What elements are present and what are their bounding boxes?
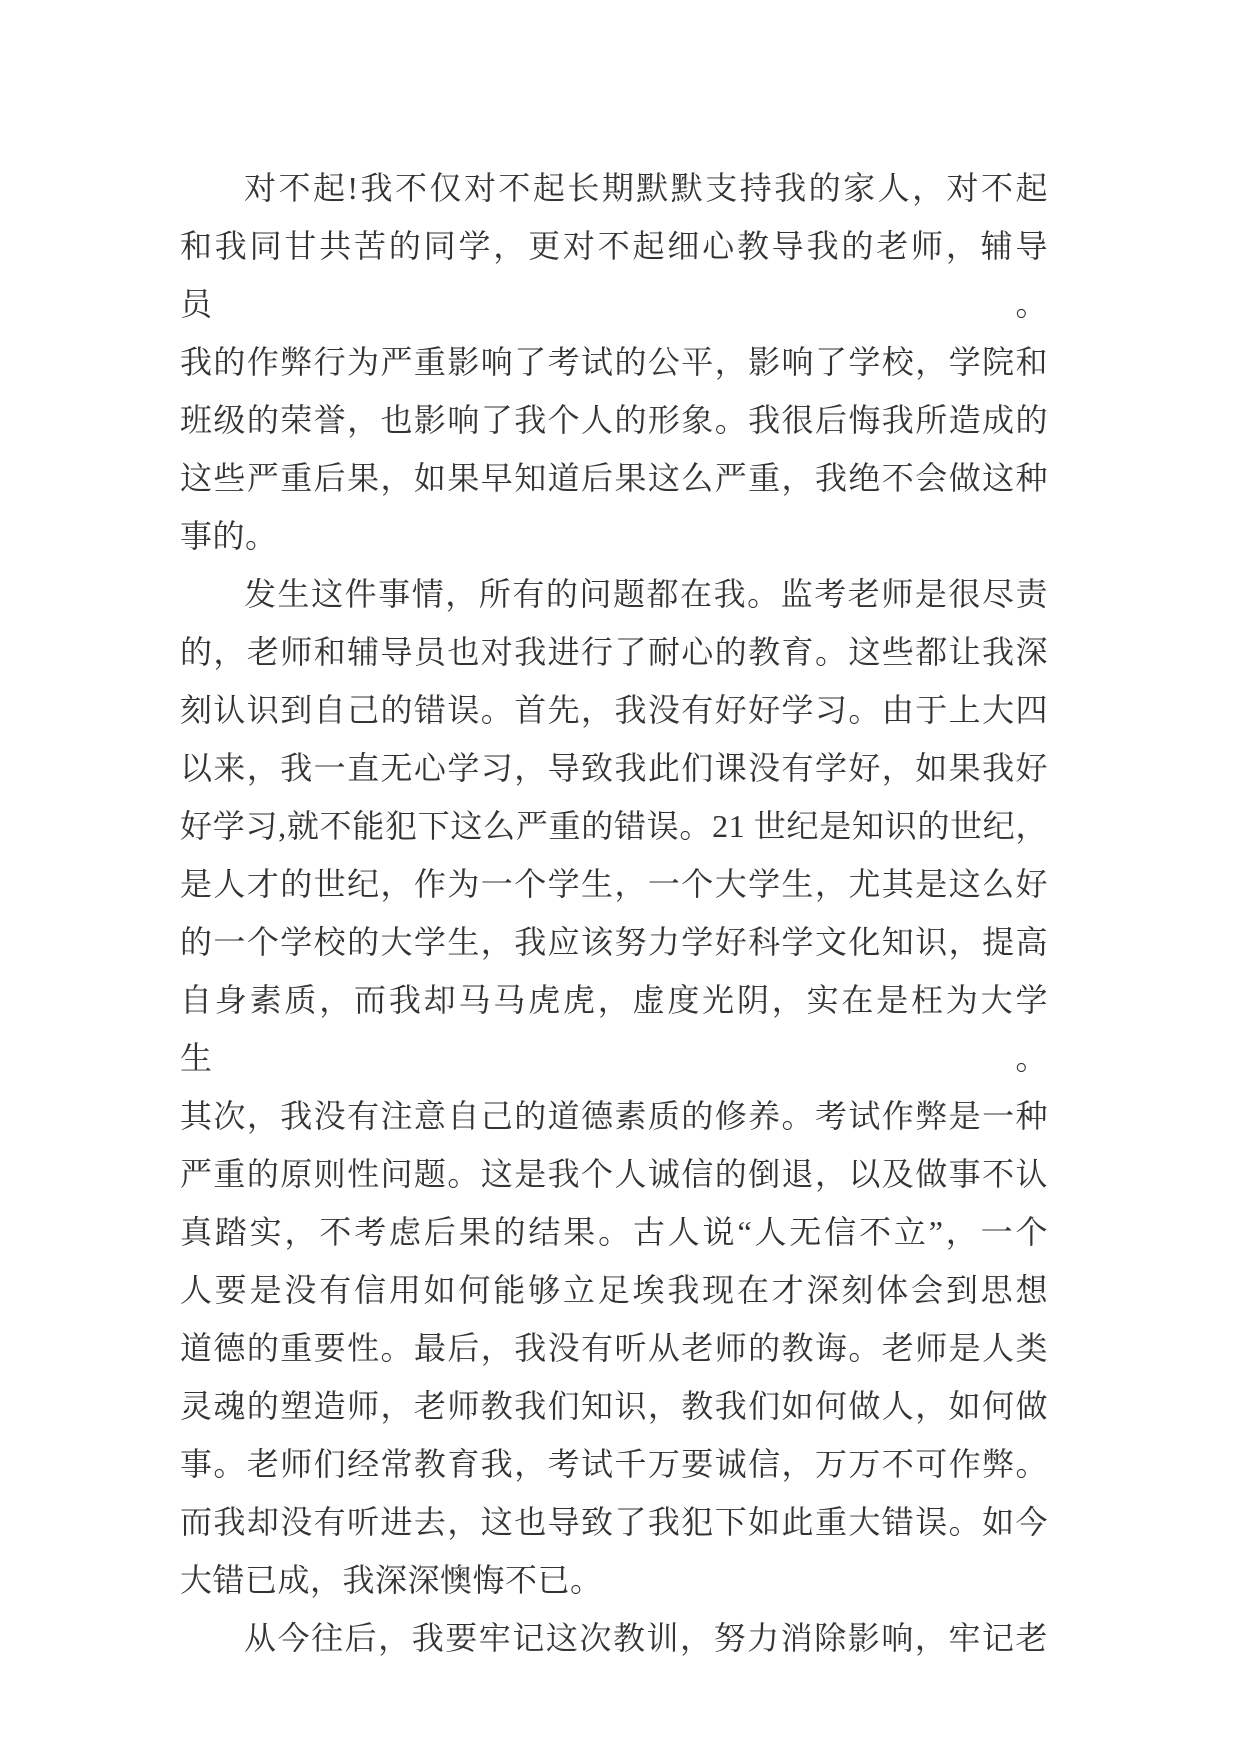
text-line: 真踏实，不考虑后果的结果。古人说“人无信不立”，一个 (180, 1214, 1048, 1250)
text-line: 是人才的世纪，作为一个学生，一个大学生，尤其是这么好 (180, 866, 1048, 902)
text-line: 灵魂的塑造师，老师教我们知识，教我们如何做人，如何做 (180, 1388, 1048, 1424)
text-line: 以来，我一直无心学习，导致我此们课没有学好，如果我好 (180, 750, 1048, 786)
text-line: 严重的原则性问题。这是我个人诚信的倒退，以及做事不认 (180, 1156, 1048, 1192)
text-line: 道德的重要性。最后，我没有听从老师的教诲。老师是人类 (180, 1330, 1048, 1366)
text-line: 刻认识到自己的错误。首先，我没有好好学习。由于上大四 (180, 692, 1048, 728)
text-line: 自身素质，而我却马马虎虎，虚度光阴，实在是枉为大学生。 (180, 982, 1048, 1076)
paragraph (180, 159, 1048, 565)
paragraph (180, 565, 1048, 1609)
text-line: 的一个学校的大学生，我应该努力学好科学文化知识，提高 (180, 924, 1048, 960)
text-line: 从今往后，我要牢记这次教训，努力消除影响，牢记老 (244, 1620, 1048, 1656)
paragraph (180, 1609, 1048, 1667)
text-line: 这些严重后果，如果早知道后果这么严重，我绝不会做这种 (180, 460, 1048, 496)
text-line: 我的作弊行为严重影响了考试的公平，影响了学校，学院和 (180, 344, 1048, 380)
text-line: 事的。 (180, 518, 278, 554)
text-line: 人要是没有信用如何能够立足埃我现在才深刻体会到思想 (180, 1272, 1048, 1308)
text-line: 和我同甘共苦的同学，更对不起细心教导我的老师，辅导员。 (180, 228, 1048, 322)
text-line: 的，老师和辅导员也对我进行了耐心的教育。这些都让我深 (180, 634, 1048, 670)
text-line: 对不起!我不仅对不起长期默默支持我的家人，对不起 (244, 170, 1048, 206)
text-line: 班级的荣誉，也影响了我个人的形象。我很后悔我所造成的 (180, 402, 1048, 438)
text-line: 大错已成，我深深懊悔不已。 (180, 1562, 603, 1598)
text-line: 事。老师们经常教育我，考试千万要诚信，万万不可作弊。 (180, 1446, 1048, 1482)
text-line: 好学习,就不能犯下这么严重的错误。21 世纪是知识的世纪， (180, 808, 1048, 844)
document-page (180, 159, 1048, 1667)
text-line: 其次，我没有注意自己的道德素质的修养。考试作弊是一种 (180, 1098, 1048, 1134)
text-line: 而我却没有听进去，这也导致了我犯下如此重大错误。如今 (180, 1504, 1048, 1540)
text-line: 发生这件事情，所有的问题都在我。监考老师是很尽责 (244, 576, 1048, 612)
